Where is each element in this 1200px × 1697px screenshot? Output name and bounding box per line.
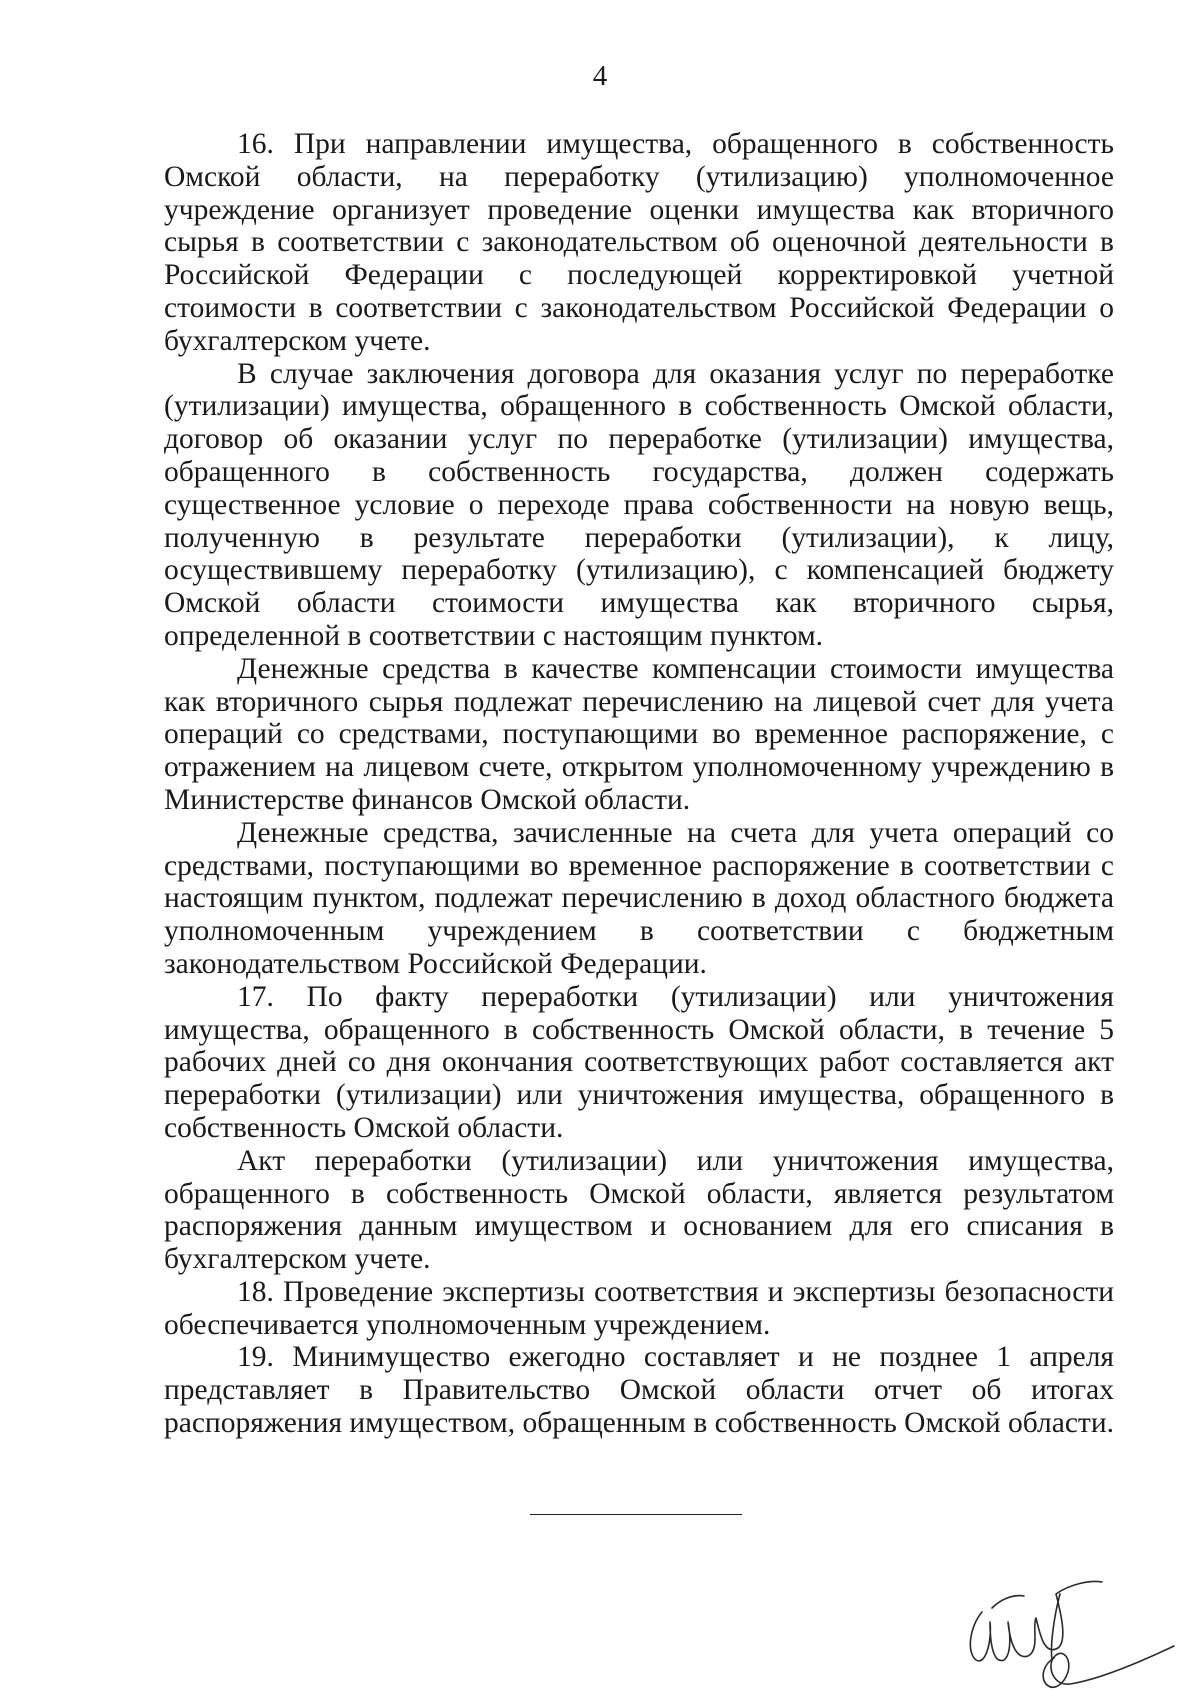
paragraph-18: 18. Проведение экспертизы соответствия и экспертизы безопасности обеспечивается уполномоченным учреждением. — [164, 1275, 1114, 1341]
paragraph-16-transfer: Денежные средства, зачисленные на счета для учета операций со средствами, поступающими во временное распоряжение в соответствии с настоящим пунктом, подлежат перечислению в доход областного бюджета уполномоченным учреждением в соответствии с бюджетным законодательством Российской Федерации. — [164, 816, 1114, 980]
paragraph-17-act: Акт переработки (утилизации) или уничтожения имущества, обращенного в собственность Омской области, является результатом распоряжения данным имуществом и основанием для его списания в бухгалтерском учете. — [164, 1144, 1114, 1276]
paragraph-17: 17. По факту переработки (утилизации) или уничтожения имущества, обращенного в собственность Омской области, в течение 5 рабочих дней со дня окончания соответствующих работ составляется акт переработки (утилизации) или уничтожения имущества, обращенного в собственность Омской области. — [164, 980, 1114, 1144]
paragraph-16-compensation: Денежные средства в качестве компенсации стоимости имущества как вторичного сырья подлежат перечислению на лицевой счет для учета операций со средствами, поступающими во временное распоряжение, с отражением на лицевом счете, открытом уполномоченному учреждению в Министерстве финансов Омской области. — [164, 652, 1114, 816]
paragraph-16-contract: В случае заключения договора для оказания услуг по переработке (утилизации) имущества, обращенного в собственность Омской области, договор об оказании услуг по переработке (утилизации) имущества, обращенного в собственность государства, должен содержать существенное условие о переходе права собственности на новую вещь, полученную в результате переработки (утилизации), к лицу, осуществившему переработку (утилизацию), с компенсацией бюджету Омской области стоимости имущества как вторичного сырья, определенной в соответствии с настоящим пунктом. — [164, 357, 1114, 652]
paragraph-16: 16. При направлении имущества, обращенного в собственность Омской области, на переработку (утилизацию) уполномоченное учреждение организует проведение оценки имущества как вторичного сырья в соответствии с законодательством об оценочной деятельности в Российской Федерации с последующей корректировкой учетной стоимости в соответствии с законодательством Российской Федерации о бухгалтерском учете. — [164, 128, 1114, 357]
paragraph-19: 19. Минимущество ежегодно составляет и не позднее 1 апреля представляет в Правительство Омской области отчет об итогах распоряжения имуществом, обращенным в собственность Омской области. — [164, 1341, 1114, 1440]
end-divider — [530, 1514, 742, 1515]
page-number: 4 — [592, 60, 608, 92]
document-body — [164, 128, 1114, 1440]
signature — [960, 1560, 1185, 1695]
